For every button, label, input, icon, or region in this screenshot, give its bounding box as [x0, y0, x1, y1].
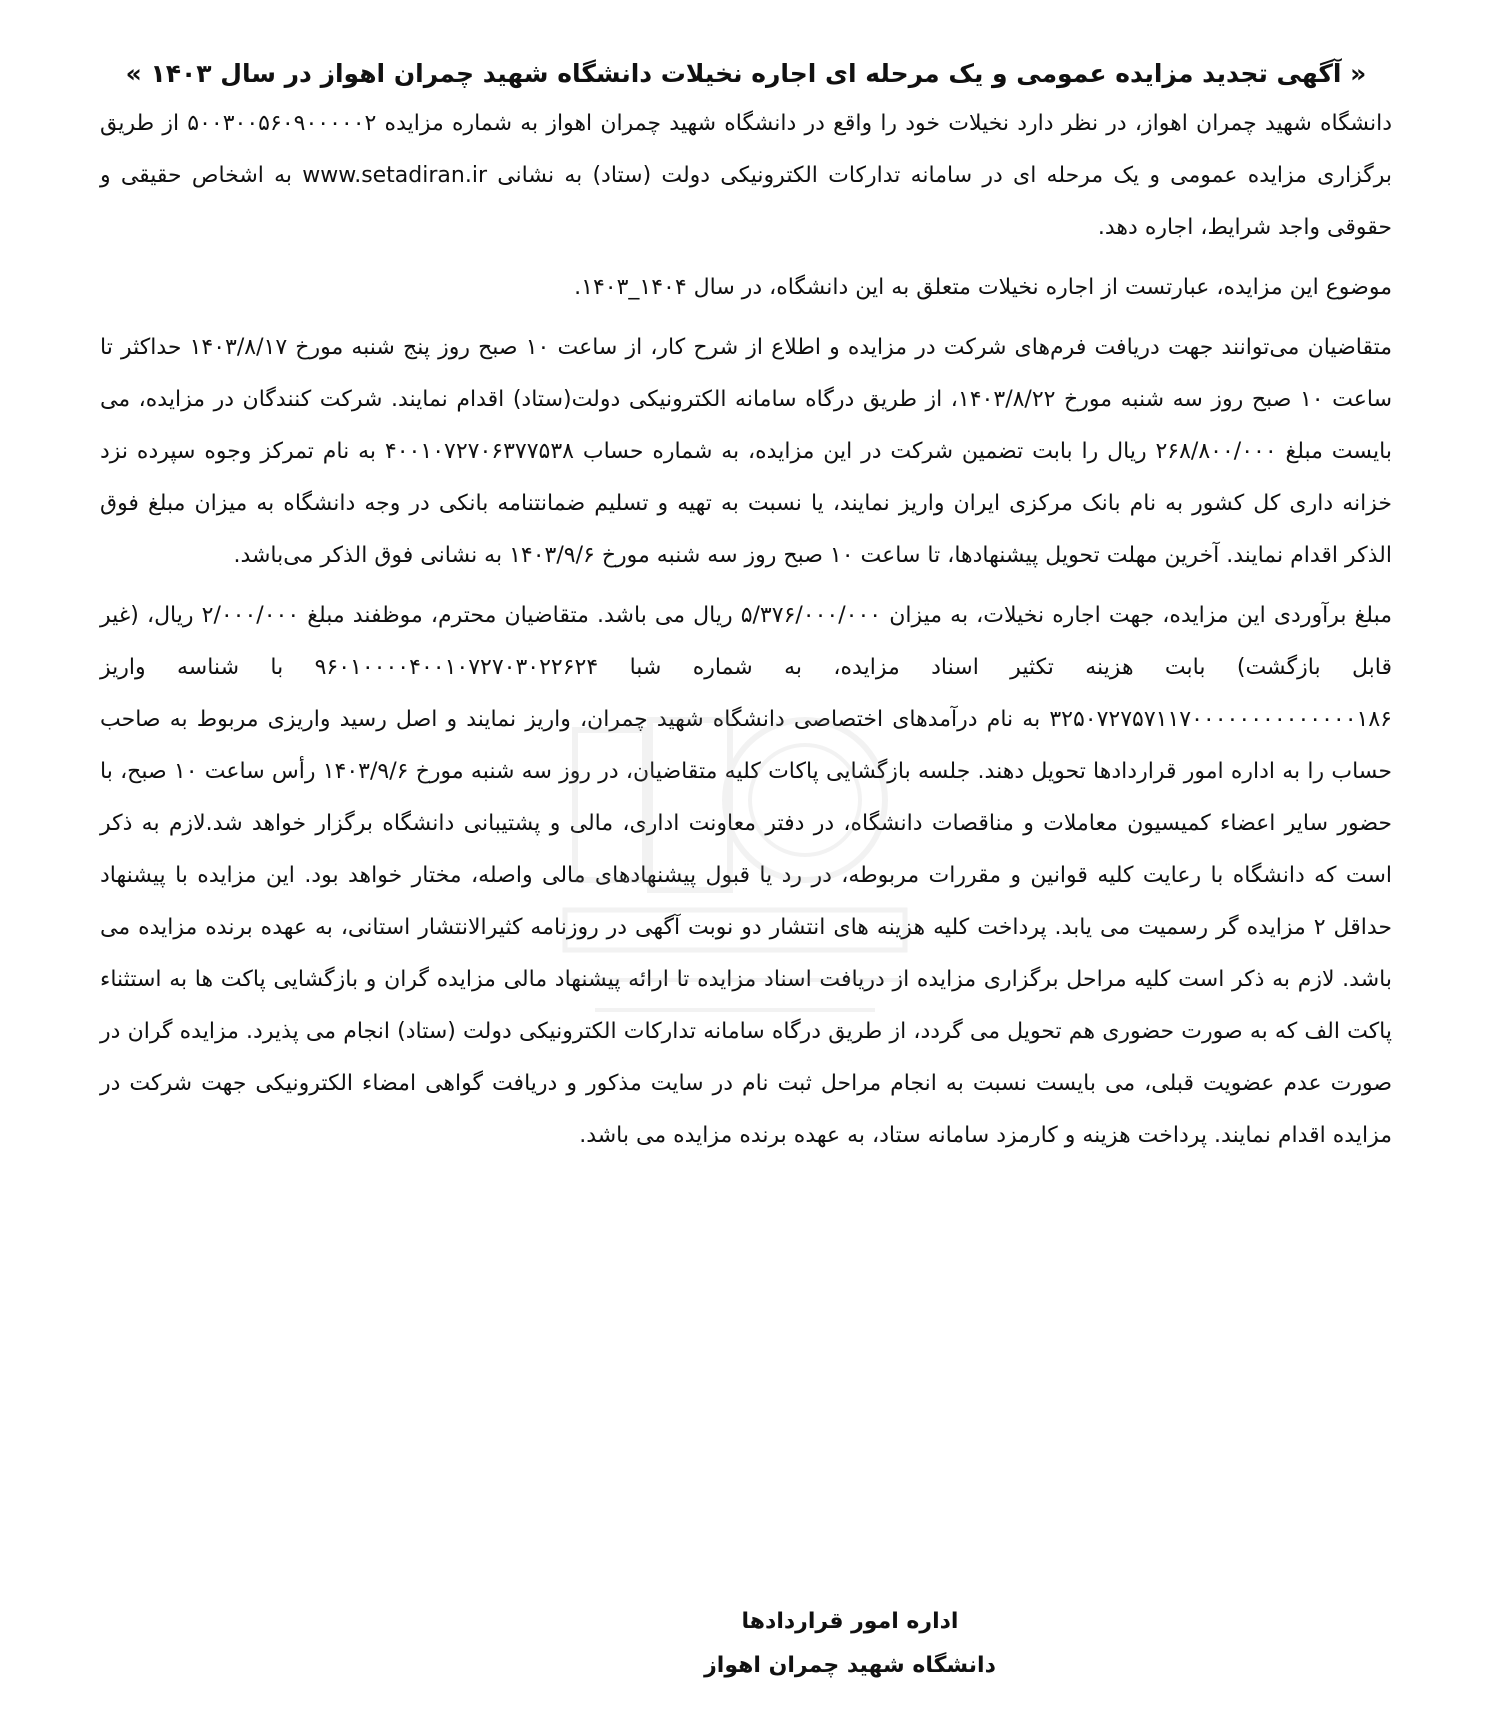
signature-university: دانشگاه شهید چمران اهواز	[704, 1653, 996, 1678]
paragraph-fees-conditions: مبلغ برآوردی این مزایده، جهت اجاره نخیلات، به میزان ۵/۳۷۶/۰۰۰/۰۰۰ ریال می باشد. متقاضیان محترم، موظفند مبلغ ۲/۰۰۰/۰۰۰ ریال، (غیر قابل بازگشت) بابت هزینه تکثیر اسناد مزایده، به شماره شبا ۹۶۰۱۰۰۰۰۴۰۰۱۰۷۲۷۰۳۰۲۲۶۲۴ با شناسه واریز ۳۲۵۰۷۲۷۵۷۱۱۷۰۰۰۰۰۰۰۰۰۰۰۰۰۰۱۸۶ به نام درآمدهای اختصاصی دانشگاه شهید چمران، واریز نمایند و اصل رسید واریزی مربوط به صاحب حساب را به اداره امور قراردادها تحویل دهند. جلسه بازگشایی پاکات کلیه متقاضیان، در روز سه شنبه مورخ ۱۴۰۳/۹/۶ رأس ساعت ۱۰ صبح، با حضور سایر اعضاء کمیسیون معاملات و مناقصات دانشگاه، در دفتر معاونت اداری، مالی و پشتیبانی دانشگاه برگزار خواهد شد.لازم به ذکر است که دانشگاه با رعایت کلیه قوانین و مقررات مربوطه، در رد یا قبول پیشنهادهای مالی واصله، مختار خواهد بود. این مزایده با پیشنهاد حداقل ۲ مزایده گر رسمیت می یابد. پرداخت کلیه هزینه های انتشار دو نوبت آگهی در روزنامه کثیرالانتشار استانی، به عهده برنده مزایده می باشد. لازم به ذکر است کلیه مراحل برگزاری مزایده از دریافت اسناد مزایده تا ارائه پیشنهاد مالی مزایده گران و بازگشایی پاکت ها به استثناء پاکت الف که به صورت حضوری هم تحویل می گردد، از طریق درگاه سامانه تدارکات الکترونیکی دولت (ستاد) انجام می پذیرد. مزایده گران در صورت عدم عضویت قبلی، می بایست نسبت به انجام مراحل ثبت نام در سایت مذکور و دریافت گواهی امضاء الکترونیکی جهت شرکت در مزایده اقدام نمایند. پرداخت هزینه و کارمزد سامانه ستاد، به عهده برنده مزایده می باشد.	[100, 603, 1393, 1148]
paragraph-intro: دانشگاه شهید چمران اهواز، در نظر دارد نخیلات خود را واقع در دانشگاه شهید چمران اهواز به شماره مزایده ۵۰۰۳۰۰۵۶۰۹۰۰۰۰۰۲ از طریق برگزاری مزایده عمومی و یک مرحله ای در سامانه تدارکات الکترونیکی دولت (ستاد) به نشانی www.setadiran.ir به اشخاص حقیقی و حقوقی واجد شرایط، اجاره دهد.	[100, 111, 1393, 240]
document-body	[100, 98, 1392, 1162]
signature-department: اداره امور قراردادها	[741, 1609, 959, 1634]
signature-block	[690, 1600, 1010, 1688]
document-title: « آگهی تجدید مزایده عمومی و یک مرحله ای اجاره نخیلات دانشگاه شهید چمران اهواز در سال ۱۴۰۳ »	[125, 59, 1367, 88]
paragraph-deadlines: متقاضیان می‌توانند جهت دریافت فرم‌های شرکت در مزایده و اطلاع از شرح کار، از ساعت ۱۰ صبح روز پنج شنبه مورخ ۱۴۰۳/۸/۱۷ حداکثر تا ساعت ۱۰ صبح روز سه شنبه مورخ ۱۴۰۳/۸/۲۲، از طریق درگاه سامانه الکترونیکی دولت(ستاد) اقدام نمایند. شرکت کنندگان در مزایده، می بایست مبلغ ۲۶۸/۸۰۰/۰۰۰ ریال را بابت تضمین شرکت در این مزایده، به شماره حساب ۴۰۰۱۰۷۲۷۰۶۳۷۷۵۳۸ به نام تمرکز وجوه سپرده نزد خزانه داری کل کشور به نام بانک مرکزی ایران واریز نمایند، یا نسبت به تهیه و تسلیم ضمانتنامه بانکی در وجه دانشگاه به میزان مبلغ فوق الذکر اقدام نمایند. آخرین مهلت تحویل پیشنهادها، تا ساعت ۱۰ صبح روز سه شنبه مورخ ۱۴۰۳/۹/۶ به نشانی فوق الذکر می‌باشد.	[100, 335, 1393, 568]
paragraph-subject: موضوع این مزایده، عبارتست از اجاره نخیلات متعلق به این دانشگاه، در سال ۱۴۰۴_۱۴۰۳.	[574, 275, 1392, 300]
